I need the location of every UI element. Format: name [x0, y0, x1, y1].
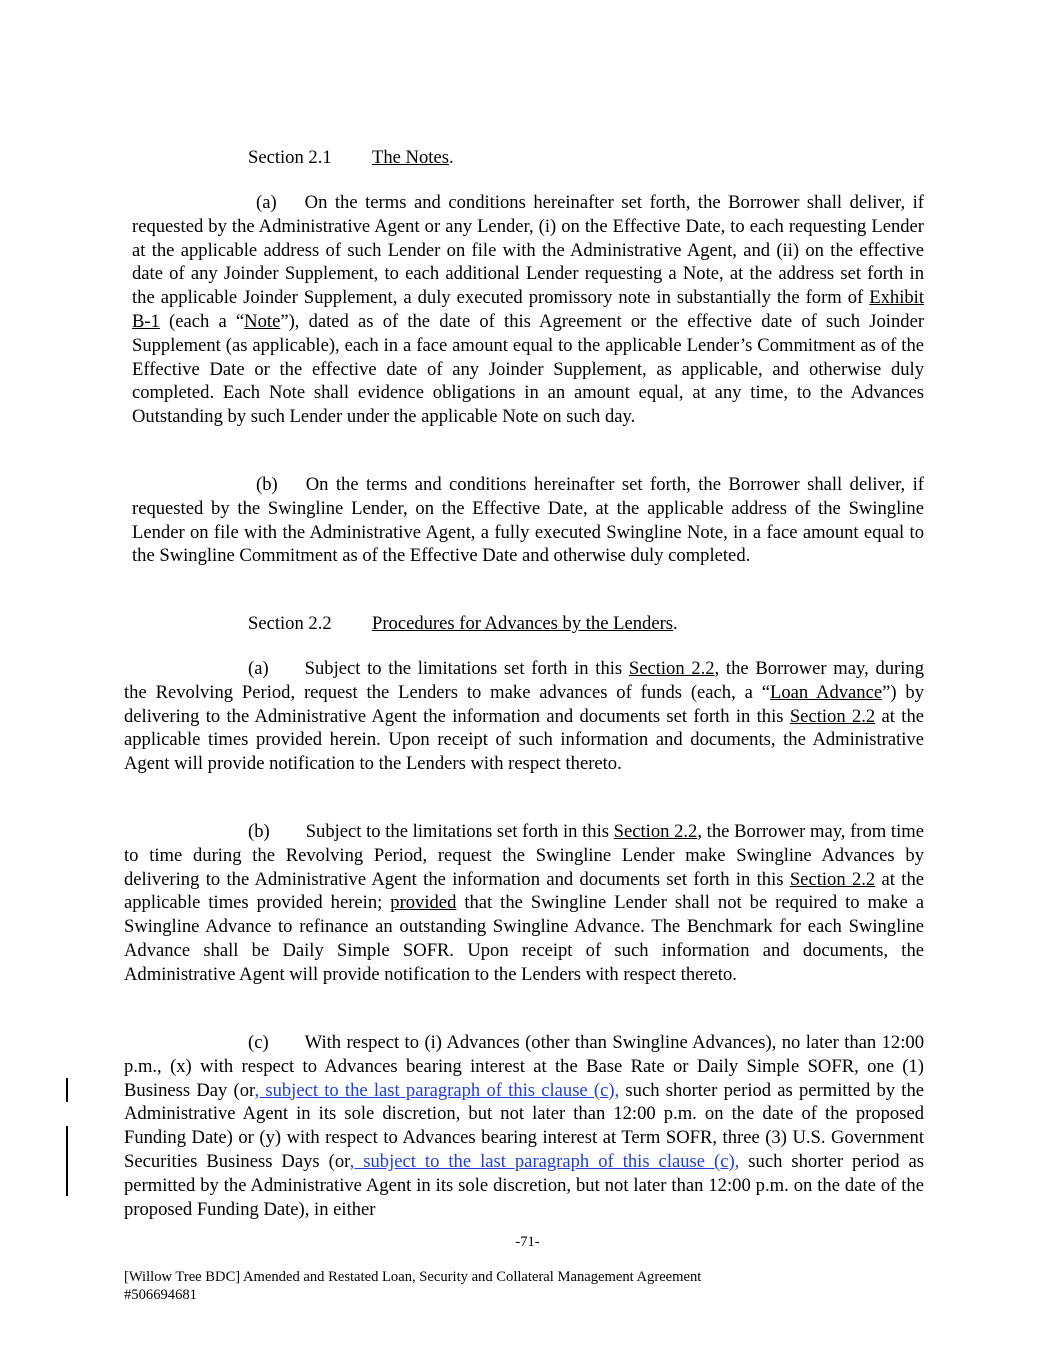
section-reference: Section 2.2: [789, 705, 876, 727]
para-text: On the terms and conditions hereinafter set forth, the Borrower shall deliver, if requested by the Administrative Agent or any Lender, (i) on the Effective Date, to each requesting Lender at the applicable address of such Lender on file with the Administrative Agent, and (ii) on the effective date of any Joinder Supplement, to each additional Lender requesting a Note, at the address set forth in the applicable Joinder Supplement, a duly executed promissory note in substantially the form of: [132, 192, 924, 309]
section-title: The Notes: [372, 147, 449, 168]
para-label: (b): [248, 821, 270, 842]
section-number: Section 2.2: [248, 613, 332, 634]
para-text: at the applicable times provided herein;: [124, 868, 925, 914]
inserted-revision-text: , subject to the last paragraph of this clause (c),: [349, 1150, 740, 1172]
para-label: (a): [256, 192, 277, 213]
footer-doc-id: #506694681: [124, 1287, 197, 1303]
section-2-1-para-a: [132, 191, 924, 429]
defined-term-note: Note: [244, 310, 281, 332]
para-label: (a): [248, 658, 269, 679]
inserted-revision-text: , subject to the last paragraph of this clause (c),: [254, 1079, 620, 1101]
para-label: (c): [248, 1032, 269, 1053]
para-text: , the Borrower may, from time to time during the Revolving Period, request the Swingline Lender make Swingline Advances by delivering to the Administrative Agent the information and documents set forth in this: [124, 821, 924, 890]
section-reference: Section 2.2: [628, 658, 715, 679]
para-text: such shorter period as permitted by the Administrative Agent in its sole discretion, but not later than 12:00 p.m. on the date of the proposed Funding Date), in either: [124, 1150, 925, 1220]
defined-term-provided: provided: [390, 892, 457, 914]
section-2-2-para-b: [124, 820, 924, 987]
section-number: Section 2.1: [248, 147, 332, 168]
para-text: On the terms and conditions hereinafter set forth, the Borrower shall deliver, if requested by the Swingline Lender, on the Effective Date, at the applicable address of the Swingline Lender on file with the Administrative Agent, a fully executed Swingline Note, in a face amount equal to the Swingline Commitment as of the Effective Date and otherwise duly completed.: [132, 474, 924, 567]
title-punct: .: [673, 613, 678, 634]
para-label: (b): [256, 474, 278, 495]
para-text: , the Borrower may, during the Revolving Period, request the Lenders to make advances of funds (each, a “: [124, 658, 924, 703]
page-number: -71-: [515, 1234, 540, 1250]
section-2-2-heading: [248, 612, 678, 636]
revision-change-bar: [66, 1078, 68, 1102]
para-text: at the applicable times provided herein. Upon receipt of such information and documents, the Administrative Agent will provide notification to the Lenders with respect thereto.: [124, 705, 925, 775]
para-text: (each a “: [159, 310, 245, 332]
para-text: such shorter period as permitted by the Administrative Agent in its sole discretion, but not later than 12:00 p.m. on the date of the proposed Funding Date) or (y) with respect to Advances bearing interest at Term SOFR, three (3) U.S. Government Securities Business Days (or: [124, 1079, 925, 1172]
section-2-1-para-b: [132, 473, 924, 568]
defined-term-loan-advance: Loan Advance: [769, 681, 883, 703]
para-text: With respect to (i) Advances (other than Swingline Advances), no later than 12:00 p.m., (x) with respect to Advances bearing interest at the Base Rate or Daily Simple SOFR, one (1) Business Day (or: [124, 1032, 924, 1101]
para-text: Subject to the limitations set forth in this: [304, 658, 629, 679]
revision-change-bar: [66, 1126, 68, 1196]
section-reference: Section 2.2: [789, 868, 876, 890]
section-2-2-para-c: [124, 1031, 924, 1221]
footer: [124, 1268, 701, 1304]
para-text: Subject to the limitations set forth in this: [305, 821, 614, 842]
section-2-1-heading: [248, 146, 454, 170]
section-2-2-para-a: [124, 657, 924, 776]
section-title: Procedures for Advances by the Lenders: [372, 613, 674, 634]
para-text: ”) by delivering to the Administrative Agent the information and documents set forth in this: [124, 681, 924, 727]
title-punct: .: [448, 147, 454, 168]
exhibit-reference: Exhibit B-1: [132, 287, 924, 332]
para-text: that the Swingline Lender shall not be required to make a Swingline Advance to refinance an outstanding Swingline Advance. The Benchmark for each Swingline Advance shall be Daily Simple SOFR. Upon receipt of such information and documents, the Administrative Agent will provide notification to the Lenders with respect thereto.: [124, 892, 924, 985]
section-reference: Section 2.2: [613, 821, 698, 842]
footer-agreement-title: [Willow Tree BDC] Amended and Restated Loan, Security and Collateral Management Agreement: [124, 1269, 702, 1285]
para-text: ”), dated as of the date of this Agreement or the effective date of such Joinder Supplement (as applicable), each in a face amount equal to the applicable Lender’s Commitment as of the Effective Date or the effective date of any Joinder Supplement, as applicable, and otherwise duly completed. Each Note shall evidence obligations in an amount equal, at any time, to the Advances Outstanding by such Lender under the applicable Note on such day.: [132, 310, 925, 428]
